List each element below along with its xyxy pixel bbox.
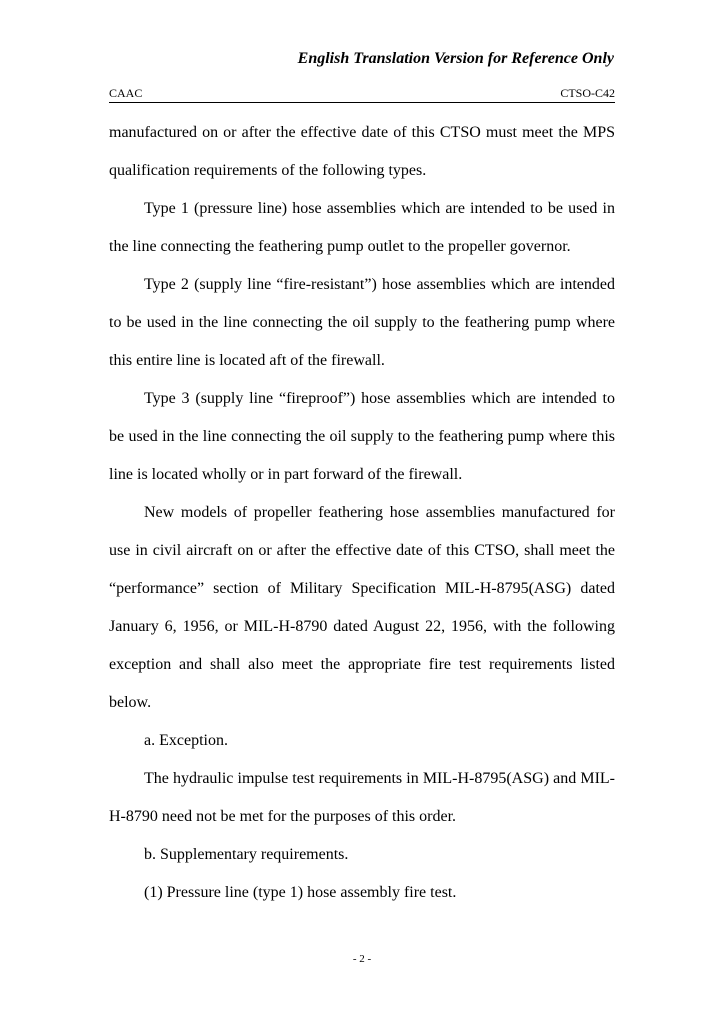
running-header <box>109 86 615 103</box>
translation-banner: English Translation Version for Reference Only <box>297 50 614 67</box>
paragraph-type-3: Type 3 (supply line “fireproof”) hose assemblies which are intended to be used in the line connecting the oil supply to the feathering pump where this line is located wholly or in part forward of the firewall. <box>109 390 615 483</box>
heading-exception: a. Exception. <box>144 732 228 749</box>
paragraph-type-1: Type 1 (pressure line) hose assemblies which are intended to be used in the line connecting the feathering pump outlet to the propeller governor. <box>109 200 615 255</box>
paragraph-new-models: New models of propeller feathering hose assemblies manufactured for use in civil aircraft on or after the effective date of this CTSO, shall meet the “performance” section of Military Specification MIL-H-8795(ASG) dated January 6, 1956, or MIL-H-8790 dated August 22, 1956, with the following exception and shall also meet the appropriate fire test requirements listed below. <box>109 504 615 711</box>
paragraph-continuation: manufactured on or after the effective date of this CTSO must meet the MPS qualification requirements of the following types. <box>109 124 615 179</box>
body-text <box>109 114 615 912</box>
page-number: - 2 - <box>352 953 372 965</box>
heading-supplementary: b. Supplementary requirements. <box>144 846 349 863</box>
paragraph-type-2: Type 2 (supply line “fire-resistant”) hose assemblies which are intended to be used in the line connecting the oil supply to the feathering pump where this entire line is located aft of the firewall. <box>109 276 615 369</box>
header-agency: CAAC <box>109 86 143 100</box>
header-document-id: CTSO-C42 <box>560 86 615 100</box>
paragraph-exception: The hydraulic impulse test requirements in MIL-H-8795(ASG) and MIL-H-8790 need not be met for the purposes of this order. <box>109 770 615 825</box>
heading-fire-test: (1) Pressure line (type 1) hose assembly fire test. <box>144 884 457 901</box>
